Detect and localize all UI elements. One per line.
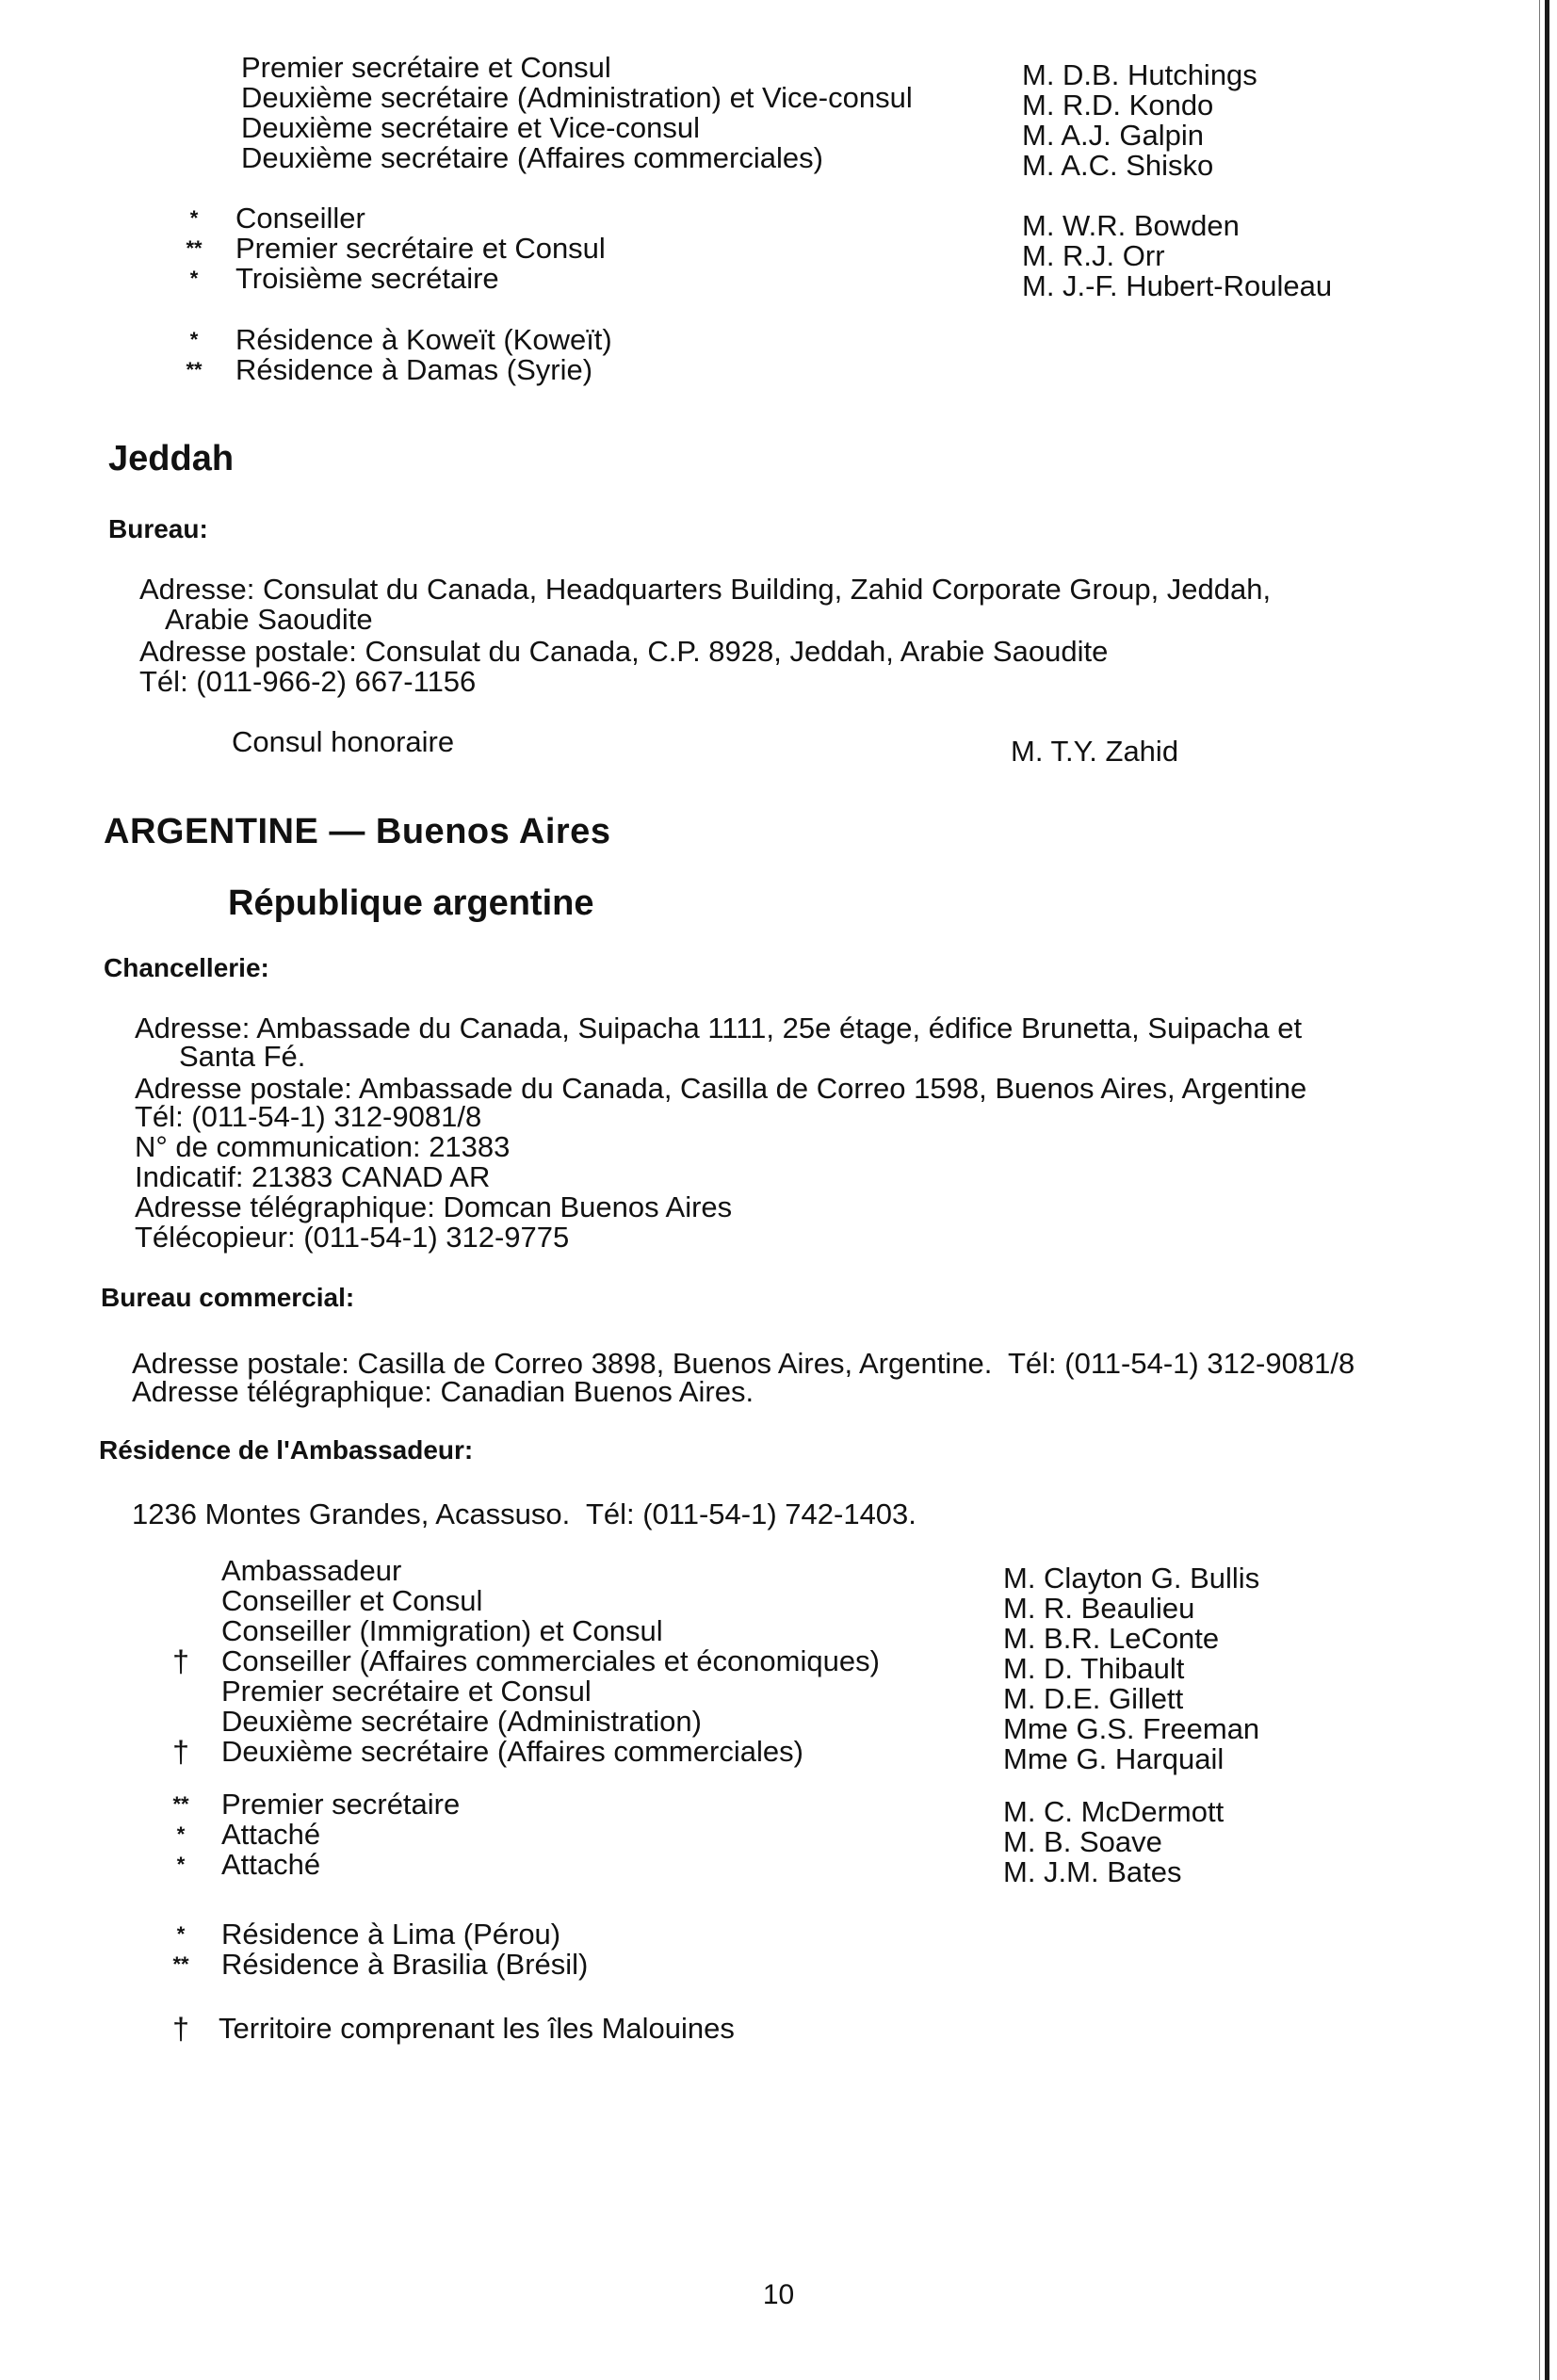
page-number: 10 xyxy=(762,2279,795,2310)
staff-role: Troisième secrétaire xyxy=(235,262,499,295)
staff-role: Conseiller (Affaires commerciales et économiques) xyxy=(221,1644,880,1677)
country-heading: ARGENTINE — Buenos Aires xyxy=(104,812,611,851)
staff-list-argentine-b xyxy=(0,1788,1507,1888)
section-label-residence: Résidence de l'Ambassadeur: xyxy=(99,1435,474,1465)
chancellerie-line: Indicatif: 21383 CANAD AR xyxy=(135,1160,491,1193)
footnote-row xyxy=(0,325,1507,355)
staff-row xyxy=(0,1818,1507,1858)
staff-role: Deuxième secrétaire (Administration) et Vice-consul xyxy=(241,81,913,114)
chancellerie-line: Santa Fé. xyxy=(179,1040,306,1073)
footnote-mark: * xyxy=(176,1922,186,1946)
staff-name: M. R.J. Orr xyxy=(1022,239,1165,272)
footnote-row xyxy=(0,355,1507,385)
footnote-mark: ** xyxy=(172,1952,189,1976)
footnote-row xyxy=(0,1919,1507,1950)
staff-row xyxy=(0,232,1507,272)
city-heading: Jeddah xyxy=(108,439,235,478)
staff-role: Deuxième secrétaire (Affaires commerciales) xyxy=(221,1735,803,1768)
staff-role: Premier secrétaire xyxy=(221,1788,461,1821)
telephone: Tél: (011-966-2) 667-1156 xyxy=(139,665,477,698)
staff-role: Premier secrétaire et Consul xyxy=(235,232,606,265)
staff-row xyxy=(0,1675,1507,1715)
footnote-text: Résidence à Damas (Syrie) xyxy=(235,353,593,386)
staff-name: M. B.R. LeConte xyxy=(1003,1622,1220,1655)
staff-row xyxy=(0,1788,1507,1828)
staff-name: Mme G.S. Freeman xyxy=(1003,1712,1260,1745)
staff-list-top-a xyxy=(0,51,1507,182)
dagger-mark: † xyxy=(172,2012,189,2046)
footnote-text: Résidence à Lima (Pérou) xyxy=(221,1918,561,1951)
residence-address: 1236 Montes Grandes, Acassuso. Tél: (011-54-1) 742-1403. xyxy=(132,1498,916,1530)
staff-row xyxy=(0,111,1507,152)
staff-row xyxy=(0,1705,1507,1745)
staff-name: M. R.D. Kondo xyxy=(1022,89,1214,121)
footnote-mark: ** xyxy=(172,1792,189,1816)
footnote-text: Résidence à Brasilia (Brésil) xyxy=(221,1948,589,1981)
staff-role: Deuxième secrétaire (Administration) xyxy=(221,1705,702,1738)
staff-name: M. D.B. Hutchings xyxy=(1022,58,1257,91)
footnote-mark: ** xyxy=(186,236,203,260)
dagger-mark: † xyxy=(172,1735,189,1769)
staff-role: Conseiller et Consul xyxy=(221,1584,483,1617)
staff-row xyxy=(0,1848,1507,1888)
chancellerie-line: Tél: (011-54-1) 312-9081/8 xyxy=(135,1100,482,1133)
staff-list-argentine-a xyxy=(0,1554,1507,1775)
staff-name: M. D. Thibault xyxy=(1003,1652,1185,1685)
staff-row xyxy=(0,1735,1507,1775)
staff-name: M. Clayton G. Bullis xyxy=(1003,1562,1260,1595)
staff-name: M. A.J. Galpin xyxy=(1022,119,1204,152)
staff-role: Deuxième secrétaire et Vice-consul xyxy=(241,111,701,144)
footnote-mark: * xyxy=(189,328,199,351)
footnotes-argentine xyxy=(0,1919,1507,1980)
staff-row xyxy=(0,141,1507,182)
staff-row xyxy=(0,725,1507,768)
staff-role: Deuxième secrétaire (Affaires commerciales) xyxy=(241,141,823,174)
section-label-chancellerie: Chancellerie: xyxy=(104,953,269,982)
page-edge-rule-thin xyxy=(1539,0,1540,2380)
staff-name: M. W.R. Bowden xyxy=(1022,209,1240,242)
staff-role: Conseiller xyxy=(235,202,365,235)
section-label-bureau: Bureau: xyxy=(108,514,208,543)
staff-role: Consul honoraire xyxy=(232,725,455,758)
footnote-text: Résidence à Koweït (Koweït) xyxy=(235,323,612,356)
staff-name: Mme G. Harquail xyxy=(1003,1742,1225,1775)
page-edge-rule xyxy=(1545,0,1549,2380)
staff-row xyxy=(0,1644,1507,1685)
staff-row xyxy=(0,81,1507,121)
address-line: Arabie Saoudite xyxy=(165,603,373,636)
staff-name: M. B. Soave xyxy=(1003,1825,1162,1858)
footnotes-top xyxy=(0,325,1507,385)
section-label-commercial: Bureau commercial: xyxy=(101,1283,355,1312)
chancellerie-line: Adresse postale: Ambassade du Canada, Casilla de Correo 1598, Buenos Aires, Argentine xyxy=(135,1072,1307,1105)
staff-role: Attaché xyxy=(221,1818,321,1851)
commercial-line: Adresse postale: Casilla de Correo 3898, Buenos Aires, Argentine. Tél: (011-54-1) 312-9081/8 xyxy=(132,1347,1355,1380)
staff-row xyxy=(0,262,1507,302)
staff-row xyxy=(0,1554,1507,1595)
commercial-line: Adresse télégraphique: Canadian Buenos Aires. xyxy=(132,1375,754,1408)
staff-list-top-b xyxy=(0,202,1507,302)
staff-row xyxy=(0,1614,1507,1655)
chancellerie-line: Télécopieur: (011-54-1) 312-9775 xyxy=(135,1221,570,1254)
footnote-mark: * xyxy=(176,1822,186,1846)
staff-name: M. C. McDermott xyxy=(1003,1795,1225,1828)
footnote-mark: * xyxy=(176,1853,186,1876)
chancellerie-line: Adresse télégraphique: Domcan Buenos Aires xyxy=(135,1190,733,1223)
footnote-row xyxy=(0,2014,1507,2044)
footnote-mark: * xyxy=(189,206,199,230)
staff-role: Premier secrétaire et Consul xyxy=(241,51,611,84)
staff-name: M. D.E. Gillett xyxy=(1003,1682,1184,1715)
staff-row xyxy=(0,202,1507,242)
staff-row xyxy=(0,1584,1507,1625)
staff-name: M. T.Y. Zahid xyxy=(1011,735,1179,768)
country-subtitle: République argentine xyxy=(228,883,594,923)
postal-address: Adresse postale: Consulat du Canada, C.P. 8928, Jeddah, Arabie Saoudite xyxy=(139,635,1109,668)
footnote-mark: * xyxy=(189,267,199,290)
footnote-row xyxy=(0,1950,1507,1980)
staff-name: M. J.-F. Hubert-Rouleau xyxy=(1022,269,1333,302)
staff-name: M. R. Beaulieu xyxy=(1003,1592,1195,1625)
staff-role: Ambassadeur xyxy=(221,1554,402,1587)
staff-row xyxy=(0,51,1507,91)
staff-role: Premier secrétaire et Consul xyxy=(221,1675,592,1708)
dagger-footnote xyxy=(0,2014,1507,2044)
staff-name: M. A.C. Shisko xyxy=(1022,149,1214,182)
address-line: Adresse: Consulat du Canada, Headquarters Building, Zahid Corporate Group, Jeddah, xyxy=(139,573,1272,606)
dagger-mark: † xyxy=(172,1644,189,1678)
chancellerie-line: N° de communication: 21383 xyxy=(135,1130,511,1163)
staff-name: M. J.M. Bates xyxy=(1003,1855,1182,1888)
chancellerie-line: Adresse: Ambassade du Canada, Suipacha 1111, 25e étage, édifice Brunetta, Suipacha et xyxy=(135,1012,1303,1044)
footnote-mark: ** xyxy=(186,358,203,381)
staff-list-jeddah xyxy=(0,725,1507,768)
staff-role: Conseiller (Immigration) et Consul xyxy=(221,1614,663,1647)
staff-role: Attaché xyxy=(221,1848,321,1881)
footnote-text: Territoire comprenant les îles Malouines xyxy=(219,2012,735,2045)
